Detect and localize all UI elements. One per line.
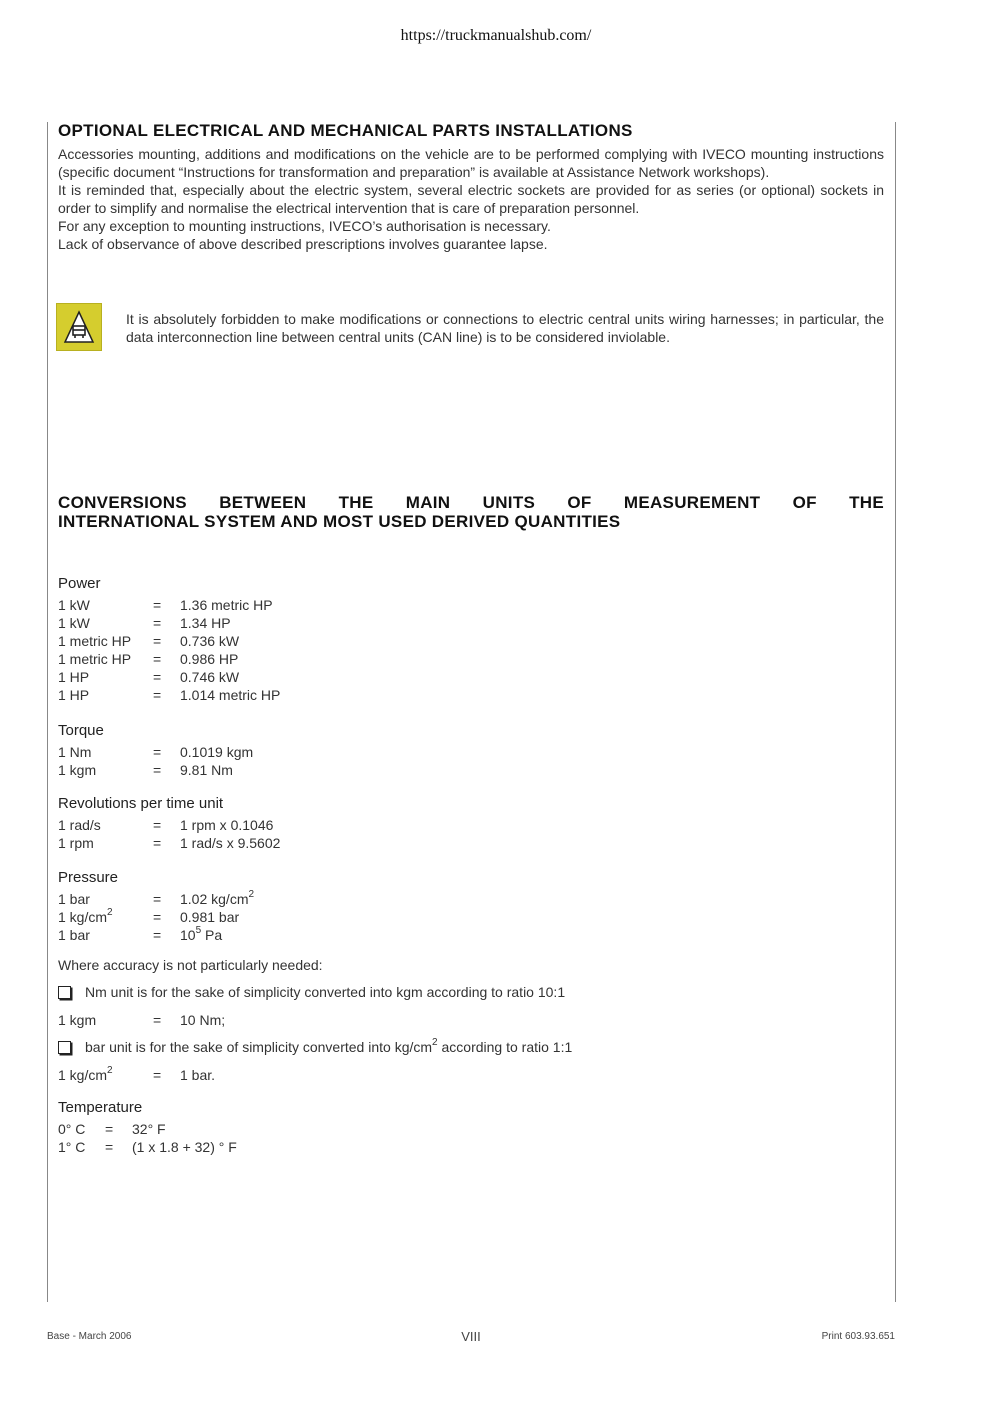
equation-kgm bbox=[58, 1011, 884, 1029]
to-value: 1 rad/s x 9.5602 bbox=[180, 835, 281, 851]
conversion-row bbox=[58, 926, 884, 944]
section-body bbox=[58, 145, 884, 253]
warning-text: It is absolutely forbidden to make modifications or connections to electric central units wiring harnesses; in particular, the data interconnection line between central units (CAN line) is to be considered inviolable. bbox=[126, 311, 884, 345]
from-unit bbox=[58, 908, 153, 926]
conversion-row bbox=[58, 632, 884, 650]
to-value: (1 x 1.8 + 32) ° F bbox=[132, 1139, 237, 1155]
equals-sign: = bbox=[153, 633, 162, 649]
equals-sign: = bbox=[153, 909, 162, 925]
conversion-row bbox=[58, 686, 884, 704]
value-text: 1 kg/cm bbox=[58, 909, 108, 925]
accuracy-intro: Where accuracy is not particularly needed: bbox=[58, 957, 323, 973]
paragraph: Lack of observance of above described prescriptions involves guarantee lapse. bbox=[58, 236, 548, 252]
from-unit: 1 HP bbox=[58, 669, 90, 685]
from-unit: 1 bar bbox=[58, 927, 90, 943]
warning-vehicle-icon bbox=[56, 303, 102, 351]
paragraph: For any exception to mounting instructions, IVECO’s authorisation is necessary. bbox=[58, 218, 551, 234]
section-optional-installations bbox=[58, 121, 884, 253]
power-title: Power bbox=[58, 575, 101, 592]
section-title: OPTIONAL ELECTRICAL AND MECHANICAL PARTS INSTALLATIONS bbox=[58, 121, 633, 140]
equals-sign: = bbox=[153, 762, 162, 778]
conversions-title-line1: CONVERSIONS BETWEEN THE MAIN UNITS OF MEASUREMENT OF THE bbox=[58, 493, 884, 512]
from-unit bbox=[58, 1066, 153, 1084]
to-value: 1.36 metric HP bbox=[180, 597, 273, 613]
to-value: 1.014 metric HP bbox=[180, 687, 281, 703]
superscript: 5 bbox=[195, 925, 202, 937]
conversion-row bbox=[58, 1011, 884, 1029]
equals-sign: = bbox=[153, 744, 162, 760]
temperature-title: Temperature bbox=[58, 1099, 143, 1116]
footer-edition: Base - March 2006 bbox=[47, 1331, 132, 1342]
equals-sign: = bbox=[105, 1139, 114, 1155]
conversion-row bbox=[58, 890, 884, 908]
right-margin-rule bbox=[895, 122, 896, 1302]
from-unit: 1 kW bbox=[58, 615, 90, 631]
equals-sign: = bbox=[153, 891, 162, 907]
conversion-row bbox=[58, 596, 884, 614]
to-value: 32° F bbox=[132, 1121, 166, 1137]
superscript: 2 bbox=[432, 1037, 438, 1049]
left-margin-rule bbox=[47, 122, 48, 1302]
conversion-row bbox=[58, 908, 884, 926]
equals-sign: = bbox=[153, 927, 162, 943]
revolutions-title: Revolutions per time unit bbox=[58, 795, 224, 812]
note-text-part: bar unit is for the sake of simplicity converted into kg/cm bbox=[85, 1039, 433, 1055]
conversion-row bbox=[58, 1066, 884, 1084]
to-value: 0.746 kW bbox=[180, 669, 240, 685]
from-unit: 1 rpm bbox=[58, 835, 94, 851]
to-value bbox=[180, 890, 254, 908]
note-text-part: according to ratio 1:1 bbox=[437, 1039, 573, 1055]
equals-sign: = bbox=[153, 669, 162, 685]
superscript: 2 bbox=[107, 1065, 113, 1077]
to-value: 10 Nm; bbox=[180, 1012, 226, 1028]
revolutions-table bbox=[58, 816, 884, 852]
conversion-row bbox=[58, 614, 884, 632]
conversion-row bbox=[58, 834, 884, 852]
equals-sign: = bbox=[153, 615, 162, 631]
torque-section bbox=[58, 722, 884, 779]
from-unit: 1 kW bbox=[58, 597, 90, 613]
superscript: 2 bbox=[248, 889, 255, 901]
footer-print-code: Print 603.93.651 bbox=[821, 1331, 895, 1342]
equals-sign: = bbox=[153, 597, 162, 613]
from-unit: 0° C bbox=[58, 1121, 86, 1137]
note-text bbox=[85, 1039, 572, 1055]
superscript: 2 bbox=[107, 907, 113, 919]
conversions-title bbox=[58, 493, 884, 531]
note-nm-kgm bbox=[58, 984, 884, 1000]
equals-sign: = bbox=[153, 687, 162, 703]
temperature-section bbox=[58, 1099, 884, 1156]
checkbox-bullet-icon bbox=[58, 1041, 71, 1054]
power-table bbox=[58, 596, 884, 704]
from-unit: 1 kgm bbox=[58, 1012, 97, 1028]
paragraph: Accessories mounting, additions and modifications on the vehicle are to be performed complying with IVECO mounting instructions (specific document “Instructions for transformation and preparation” is available at Assistance Network workshops). bbox=[58, 146, 884, 180]
value-text: 1 kg/cm bbox=[58, 1067, 108, 1083]
equals-sign: = bbox=[153, 1012, 162, 1028]
temperature-table bbox=[58, 1120, 884, 1156]
value-text: 1.02 kg/cm bbox=[180, 891, 249, 907]
from-unit: 1° C bbox=[58, 1139, 86, 1155]
conversion-row bbox=[58, 1120, 884, 1138]
conversion-row bbox=[58, 1138, 884, 1156]
revolutions-section bbox=[58, 795, 884, 852]
to-value: 0.736 kW bbox=[180, 633, 240, 649]
equals-sign: = bbox=[153, 1067, 162, 1083]
from-unit: 1 metric HP bbox=[58, 633, 132, 649]
pressure-section bbox=[58, 869, 884, 944]
from-unit: 1 rad/s bbox=[58, 817, 101, 833]
equals-sign: = bbox=[153, 817, 162, 833]
equals-sign: = bbox=[153, 651, 162, 667]
power-section bbox=[58, 575, 884, 704]
source-url[interactable]: https://truckmanualshub.com/ bbox=[400, 27, 592, 44]
footer-page-number: VIII bbox=[461, 1329, 481, 1344]
pressure-title: Pressure bbox=[58, 869, 119, 886]
pressure-table bbox=[58, 890, 884, 944]
checkbox-bullet-icon bbox=[58, 986, 71, 999]
from-unit: 1 Nm bbox=[58, 744, 92, 760]
to-value: 0.986 HP bbox=[180, 651, 239, 667]
equation-kgcm2 bbox=[58, 1066, 884, 1084]
equals-sign: = bbox=[105, 1121, 114, 1137]
to-value: 0.981 bar bbox=[180, 909, 240, 925]
note-text: Nm unit is for the sake of simplicity converted into kgm according to ratio 10:1 bbox=[85, 984, 566, 1000]
conversion-row bbox=[58, 761, 884, 779]
note-bar-kgcm2 bbox=[58, 1039, 884, 1055]
conversion-row bbox=[58, 668, 884, 686]
to-value: 0.1019 kgm bbox=[180, 744, 254, 760]
conversion-row bbox=[58, 650, 884, 668]
from-unit: 1 metric HP bbox=[58, 651, 132, 667]
conversion-row bbox=[58, 816, 884, 834]
torque-title: Torque bbox=[58, 722, 104, 739]
paragraph: It is reminded that, especially about the electric system, several electric sockets are provided for as series (or optional) sockets in order to simplify and normalise the electrical intervention that is care of preparation personnel. bbox=[58, 182, 884, 216]
value-text: Pa bbox=[201, 927, 223, 943]
to-value: 1.34 HP bbox=[180, 615, 231, 631]
value-text: 10 bbox=[180, 927, 196, 943]
from-unit: 1 kgm bbox=[58, 762, 97, 778]
equals-sign: = bbox=[153, 835, 162, 851]
from-unit: 1 bar bbox=[58, 891, 90, 907]
to-value: 9.81 Nm bbox=[180, 762, 233, 778]
conversion-row bbox=[58, 743, 884, 761]
to-value: 1 rpm x 0.1046 bbox=[180, 817, 274, 833]
to-value: 1 bar. bbox=[180, 1067, 216, 1083]
from-unit: 1 HP bbox=[58, 687, 90, 703]
torque-table bbox=[58, 743, 884, 779]
conversions-title-line2: INTERNATIONAL SYSTEM AND MOST USED DERIVED QUANTITIES bbox=[58, 512, 621, 531]
to-value bbox=[180, 926, 222, 944]
